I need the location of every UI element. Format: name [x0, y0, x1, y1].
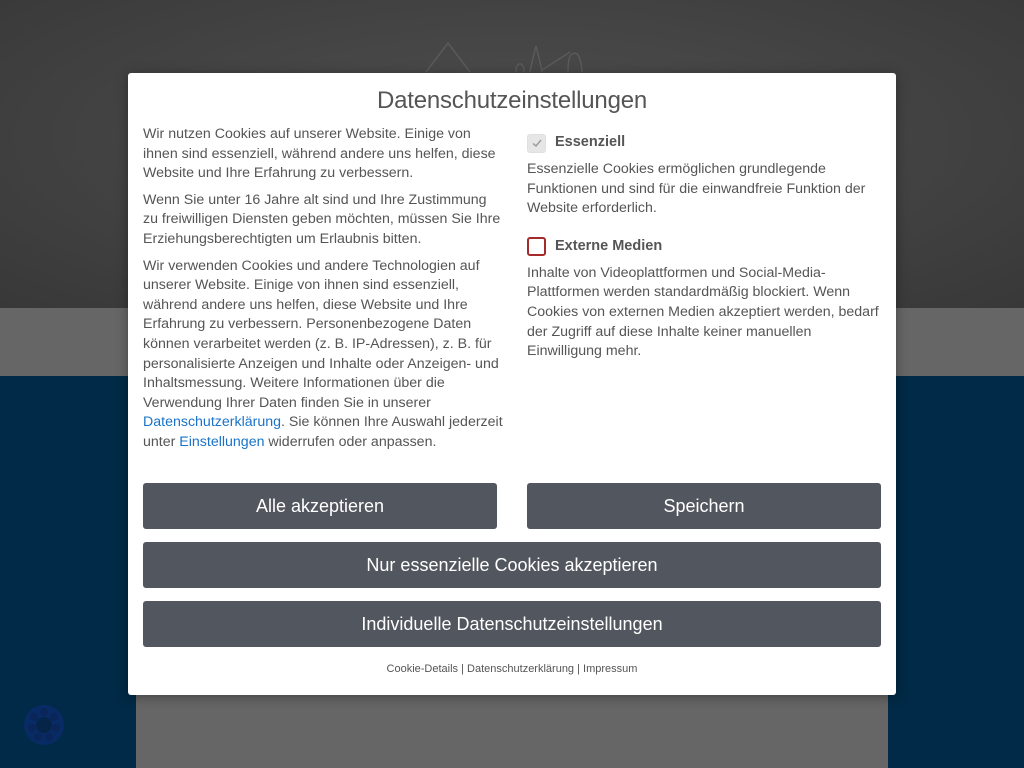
details-text-1: Wir verwenden Cookies und andere Technologien auf unserer Website. Einige von ihnen sind essenziell, während andere uns helfen, diese Website und Ihre Erfahrung zu verbessern. Personenbezogene Daten können verarbeitet werden (z. B. IP-Adressen), z. B. für personalisierte Anzeigen und Inhalte oder Anzeigen- und Inhaltsmessung. Weitere Informationen über die Verwendung Ihrer Daten finden Sie in unserer	[143, 257, 499, 411]
essential-label: Essenziell	[555, 134, 626, 151]
cookie-groups	[527, 133, 881, 380]
essential-checkbox[interactable]	[527, 134, 546, 153]
individual-settings-button[interactable]: Individuelle Datenschutzeinstellungen	[143, 601, 881, 647]
intro-paragraph-2: Wenn Sie unter 16 Jahre alt sind und Ihre Zustimmung zu freiwilligen Diensten geben möchten, müssen Sie Ihre Erziehungsberechtigten um Erlaubnis bitten.	[143, 191, 501, 247]
footer-separator: |	[458, 663, 468, 675]
details-paragraph	[143, 257, 503, 453]
cookie-details-link[interactable]: Cookie-Details	[386, 663, 459, 675]
dialog-title: Datenschutzeinstellungen	[376, 87, 648, 114]
imprint-link[interactable]: Impressum	[583, 663, 638, 675]
external-media-label: Externe Medien	[555, 237, 663, 254]
external-media-checkbox[interactable]	[527, 237, 546, 256]
privacy-consent-dialog	[128, 73, 896, 695]
footer-privacy-policy-link[interactable]: Datenschutzerklärung	[467, 663, 575, 675]
privacy-policy-link[interactable]: Datenschutzerklärung	[143, 414, 282, 431]
settings-link[interactable]: Einstellungen	[179, 433, 265, 450]
external-media-description: Inhalte von Videoplattformen und Social-Media-Plattformen werden standardmäßig blockiert. Wenn Cookies von externen Medien akzeptiert werden, bedarf der Zugriff auf diese Inhalte keiner manuellen Einwilligung mehr.	[527, 264, 879, 360]
essential-description: Essenzielle Cookies ermöglichen grundlegende Funktionen und sind für die einwandfreie Funktion der Website erforderlich.	[527, 161, 866, 217]
cookie-group-external-media	[527, 237, 881, 362]
checkmark-icon	[531, 137, 543, 149]
dialog-footer-links	[128, 663, 896, 675]
intro-paragraph-1: Wir nutzen Cookies auf unserer Website. Einige von ihnen sind essenziell, während andere uns helfen, diese Website und Ihre Erfahrung zu verbessern.	[143, 126, 496, 182]
details-text-2: . Sie können Ihre Auswahl jederzeit unter	[143, 414, 503, 450]
save-button[interactable]: Speichern	[527, 483, 881, 529]
accept-essential-only-button[interactable]: Nur essenzielle Cookies akzeptieren	[143, 542, 881, 588]
footer-separator: |	[574, 663, 584, 675]
details-text-3: widerrufen oder anpassen.	[264, 433, 437, 450]
consent-description	[143, 125, 503, 460]
page-content-card	[136, 695, 888, 768]
privacy-settings-badge-icon[interactable]	[19, 700, 69, 750]
cookie-group-essential	[527, 133, 881, 219]
accept-all-button[interactable]: Alle akzeptieren	[143, 483, 497, 529]
